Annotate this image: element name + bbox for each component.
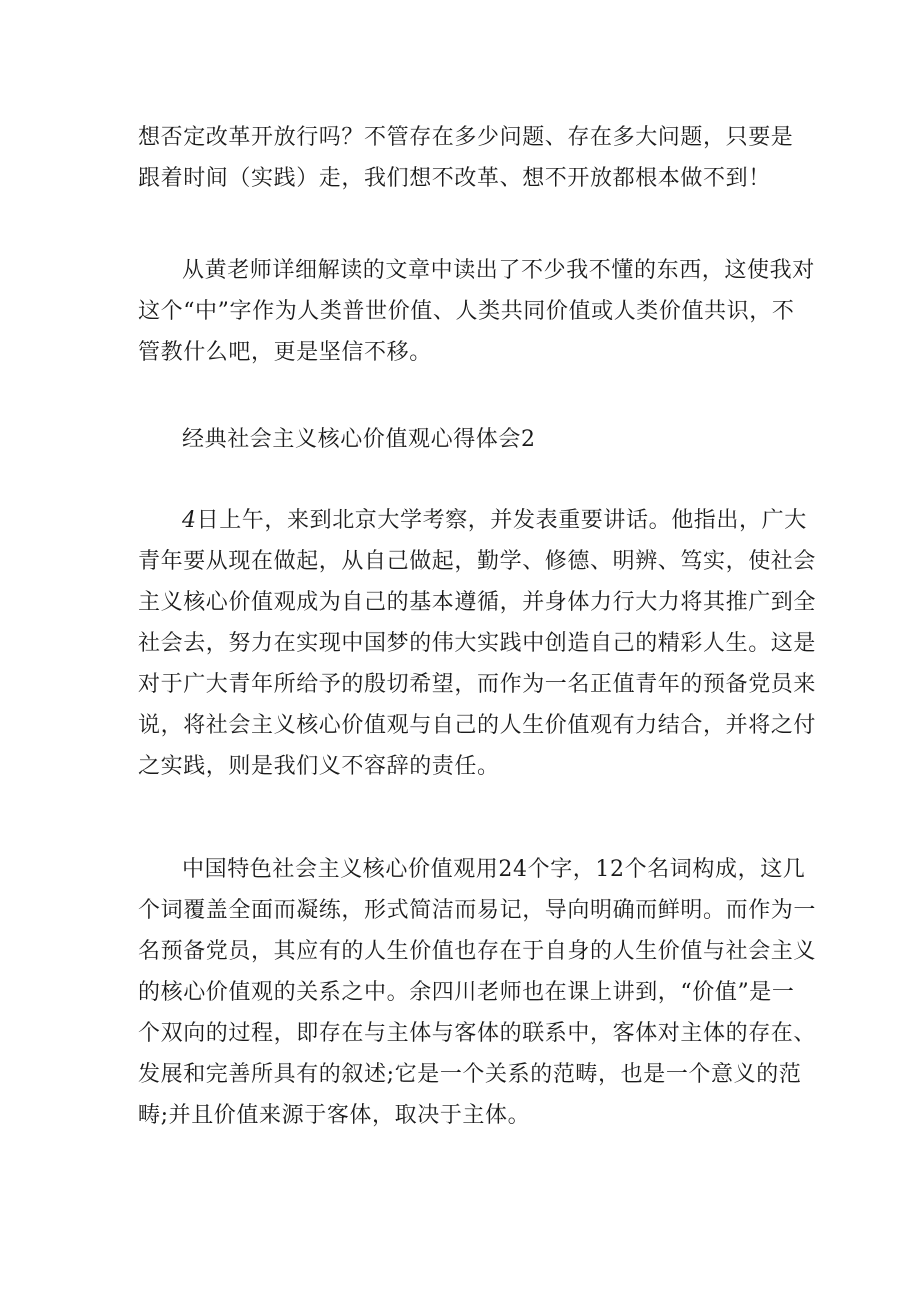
paragraph-3-line: 说，将社会主义核心价值观与自己的人生价值观有力结合，并将之付 <box>138 713 817 738</box>
paragraph-3-first-line <box>138 500 807 541</box>
paragraph-2-line: 从黄老师详细解读的文章中读出了不少我不懂的东西，这使我对 <box>182 258 815 283</box>
paragraph-3-line: 对于广大青年所给予的殷切希望，而作为一名正值青年的预备党员来 <box>138 672 817 697</box>
paragraph-3-line: 之实践，则是我们义不容辞的责任。 <box>138 754 500 779</box>
date-number: 4 <box>182 508 197 533</box>
paragraph-4-line: 中国特色社会主义核心价值观用24个字，12个名词构成，这几 <box>182 857 806 882</box>
paragraph-4-line: 发展和完善所具有的叙述;它是一个关系的范畴，也是一个意义的范 <box>138 1062 802 1087</box>
paragraph-2 <box>138 250 815 373</box>
paragraph-4-line: 个双向的过程，即存在与主体与客体的联系中，客体对主体的存在、 <box>138 1021 817 1046</box>
paragraph-2-line: 管教什么吧，更是坚信不移。 <box>138 340 432 365</box>
paragraph-4-line: 名预备党员，其应有的人生价值也存在于自身的人生价值与社会主义 <box>138 939 817 964</box>
section-heading: 经典社会主义核心价值观心得体会2 <box>182 427 536 452</box>
paragraph-4-line: 个词覆盖全面而凝练，形式简洁而易记，导向明确而鲜明。而作为一 <box>138 898 817 923</box>
paragraph-3-line: 主义核心价值观成为自己的基本遵循，并身体力行大力将其推广到全 <box>138 590 817 615</box>
paragraph-4-line: 的核心价值观的关系之中。余四川老师也在课上讲到，“价值”是一 <box>138 980 795 1005</box>
paragraph-3-line: 日上午，来到北京大学考察，并发表重要讲话。他指出，广大 <box>196 508 807 533</box>
paragraph-4-line: 畴;并且价值来源于客体，取决于主体。 <box>138 1103 531 1128</box>
paragraph-3-line: 青年要从现在做起，从自己做起，勤学、修德、明辨、笃实，使社会 <box>138 549 817 574</box>
paragraph-4 <box>138 849 817 1136</box>
paragraph-1-line: 跟着时间（实践）走，我们想不改革、想不开放都根本做不到！ <box>138 166 771 191</box>
paragraph-2-line: 这个“中”字作为人类普世价值、人类共同价值或人类价值共识，不 <box>138 299 795 324</box>
paragraph-1-line: 想否定改革开放行吗？不管存在多少问题、存在多大问题，只要是 <box>138 125 794 150</box>
paragraph-3 <box>138 500 817 787</box>
paragraph-1 <box>138 117 798 199</box>
paragraph-3-line: 社会去，努力在实现中国梦的伟大实践中创造自己的精彩人生。这是 <box>138 631 817 656</box>
